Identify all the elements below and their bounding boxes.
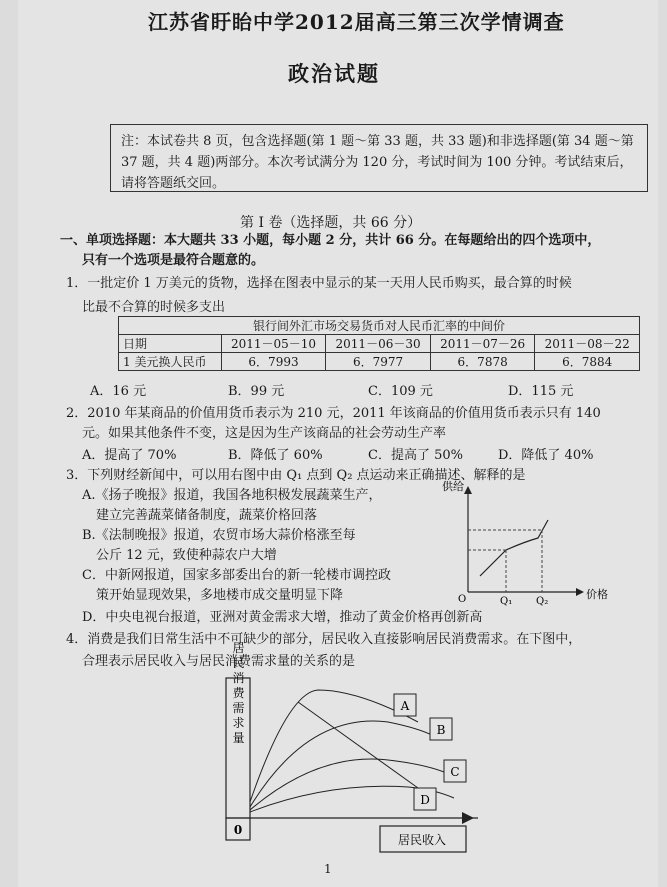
q3-option-b-line1: B.《法制晚报》报道，农贸市场大蒜价格涨至每: [82, 528, 356, 543]
label-b: B: [436, 723, 446, 737]
table-date-cell: 2011－08－22: [535, 335, 640, 353]
q3-option-c-line1: C．中新网报道，国家多部委出台的新一轮楼市调控政: [82, 568, 391, 583]
q2-option-d: D．降低了 40%: [498, 448, 594, 463]
q4-stem-line2: 合理表示居民收入与居民消费需求量的关系的是: [82, 654, 356, 669]
graph-y-label: 供给: [442, 480, 464, 493]
table-rate-cell: 6．7977: [326, 353, 431, 371]
exam-page: [18, 0, 658, 887]
q4-stem-line1: 4．消费是我们日常生活中不可缺少的部分，居民收入直接影响居民消费需求。在下图中，: [66, 632, 582, 647]
x-axis-arrow-icon: [576, 588, 584, 596]
table-date-cell: 2011－06－30: [326, 335, 431, 353]
supply-price-graph: [428, 480, 608, 607]
table-caption: 银行间外汇市场交易货币对人民币汇率的中间价: [119, 317, 640, 335]
table-rate-cell: 6．7993: [221, 353, 326, 371]
graph-q2-label: Q₂: [536, 596, 549, 607]
label-d: D: [420, 793, 430, 807]
table-rate-cell: 6．7884: [535, 353, 640, 371]
q3-option-a-line1: A.《扬子晚报》报道，我国各地积极发展蔬菜生产，: [82, 488, 382, 503]
graph-q1-label: Q₁: [500, 596, 513, 607]
diagram-y-label: 居民消费需求量: [231, 641, 245, 747]
exchange-rate-table: [118, 316, 640, 371]
label-c: C: [450, 765, 460, 779]
supply-curve: [480, 520, 548, 576]
table-rate-cell: 6．7878: [430, 353, 535, 371]
exam-subtitle: 政治试题: [288, 61, 380, 86]
diagram-x-label: 居民收入: [397, 833, 447, 847]
curve-a: [250, 690, 418, 802]
table-date-cell: 2011－07－26: [430, 335, 535, 353]
table-date-cell: 2011－05－10: [221, 335, 326, 353]
q1-stem-line1: 1．一批定价 1 万美元的货物，选择在图表中显示的某一天用人民币购买，最合算的时候: [66, 276, 572, 291]
section-heading: 第 I 卷（选择题，共 66 分）: [240, 215, 422, 231]
q3-option-c-line2: 策开始显现效果，多地楼市成交量明显下降: [96, 588, 344, 603]
q3-stem: 3．下列财经新闻中，可以用右图中由 Q₁ 点到 Q₂ 点运动来正确描述、解释的是: [66, 468, 526, 483]
notice-box: 注：本试卷共 8 页，包含选择题(第 1 题～第 33 题，共 33 题)和非选择题(第 34 题～第 37 题，共 4 题)两部分。本次考试满分为 120 分，考试时间为 100 分钟。考试结束后，请将答题纸交回。: [110, 124, 648, 192]
q3-option-d: D．中央电视台报道，亚洲对黄金需求大增，推动了黄金价格再创新高: [82, 610, 483, 625]
q1-option-a: A．16 元: [90, 384, 147, 399]
q1-option-d: D．115 元: [508, 384, 574, 399]
q1-option-b: B．99 元: [228, 384, 285, 399]
q2-option-b: B．降低了 60%: [228, 448, 323, 463]
graph-x-label: 价格: [586, 588, 608, 601]
q2-stem-line1: 2．2010 年某商品的价值用货币表示为 210 元，2011 年该商品的价值用货币表示只有 140: [66, 406, 601, 421]
exam-title: 江苏省盱眙中学2012届高三第三次学情调查: [148, 10, 565, 34]
q2-option-a: A．提高了 70%: [82, 448, 177, 463]
q1-option-c: C．109 元: [368, 384, 433, 399]
label-a: A: [400, 699, 410, 713]
page-number: 1: [324, 862, 332, 876]
q2-option-c: C．提高了 50%: [368, 448, 463, 463]
q3-option-b-line2: 公斤 12 元，致使种蒜农户大增: [96, 548, 277, 563]
table-date-label: 日期: [119, 335, 222, 353]
section-instruction-1: 一、单项选择题：本大题共 33 小题，每小题 2 分，共计 66 分。在每题给出的四个选项中，: [60, 233, 601, 248]
q3-option-a-line2: 建立完善蔬菜储备制度，蔬菜价格回落: [96, 508, 318, 523]
table-row-label: 1 美元换人民币: [119, 353, 222, 371]
section-instruction-2: 只有一个选项是最符合题意的。: [82, 253, 265, 268]
diagram-origin-label: 0: [233, 823, 243, 837]
graph-origin-label: O: [458, 594, 467, 605]
x-axis-arrow-icon: [462, 812, 474, 824]
q2-stem-line2: 元。如果其他条件不变，这是因为生产该商品的社会劳动生产率: [82, 426, 447, 441]
y-axis-arrow-icon: [464, 486, 472, 494]
q1-stem-line2: 比最不合算的时候多支出: [82, 300, 226, 315]
